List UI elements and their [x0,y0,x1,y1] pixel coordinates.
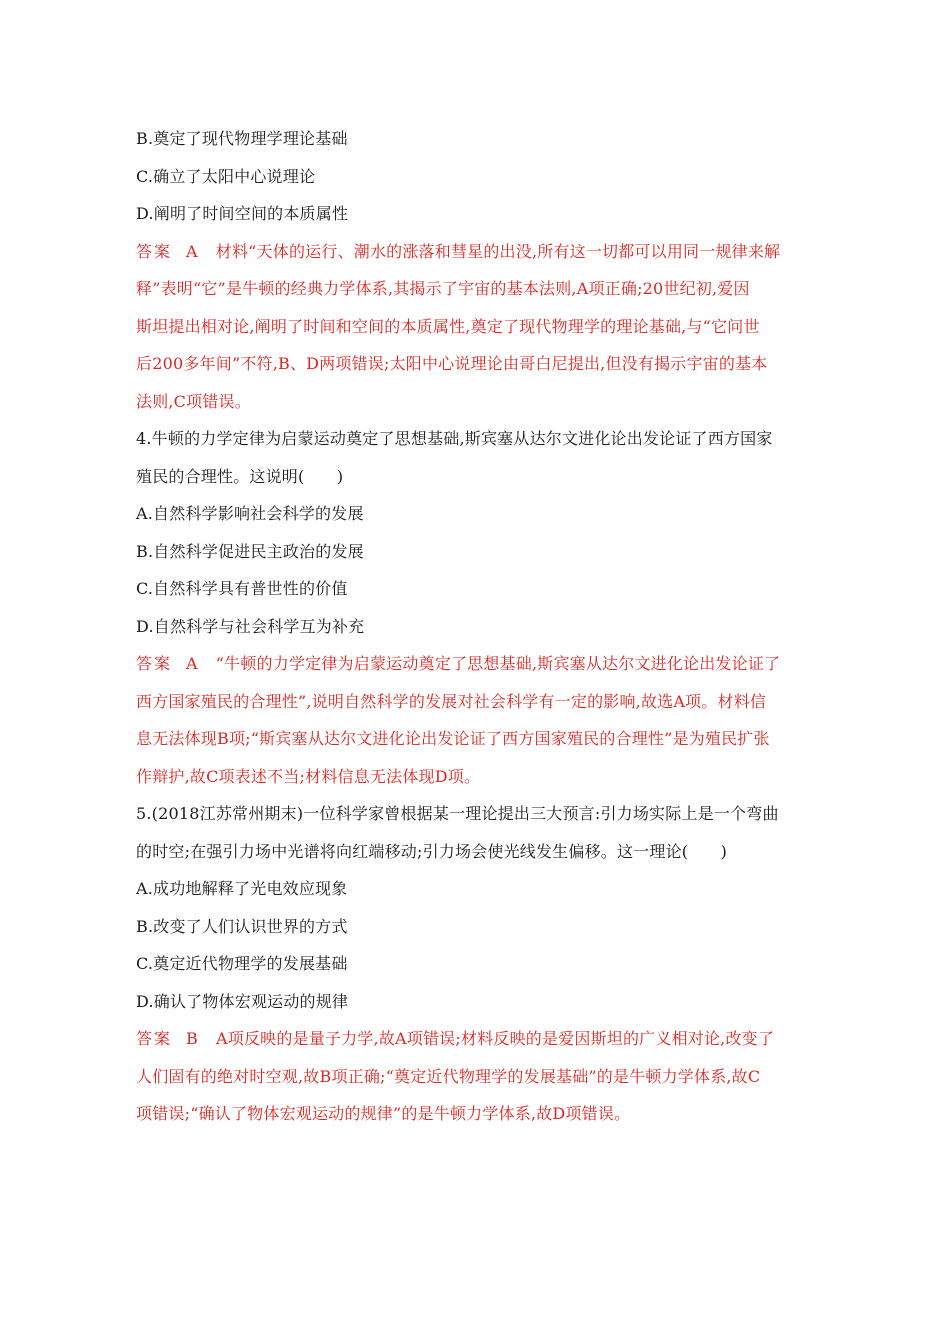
q5-option-b: B.改变了人们认识世界的方式 [136,916,348,936]
q3-answer-label: 答案 [136,241,173,261]
q5-answer-key: B [186,1029,198,1048]
q4-stem-line-1: 4.牛顿的力学定律为启蒙运动奠定了思想基础,斯宾塞从达尔文进化论出发论证了西方国家 [136,429,773,448]
q4-option-b: B.自然科学促进民主政治的发展 [136,541,364,561]
q5-option-a: A.成功地解释了光电效应现象 [136,879,348,898]
q4-stem-line-2: 殖民的合理性。这说明( ) [136,466,344,486]
q5-option-d: D.确认了物体宏观运动的规律 [136,991,349,1011]
q5-option-c: C.奠定近代物理学的发展基础 [136,954,348,973]
q4-option-a: A.自然科学影响社会科学的发展 [136,504,364,523]
q3-option-b: B.奠定了现代物理学理论基础 [136,129,348,148]
q5-answer-line-1 [136,1020,816,1058]
q4-option-d: D.自然科学与社会科学互为补充 [136,616,365,636]
q4-option-c: C.自然科学具有普世性的价值 [136,579,348,598]
q3-answer-line-3: 斯坦提出相对论,阐明了时间和空间的本质属性,奠定了现代物理学的理论基础,与“它问世 [136,316,760,336]
q3-answer-line-4: 后200多年间”不符,B、D两项错误;太阳中心说理论由哥白尼提出,但没有揭示宇宙的基本 [136,354,768,373]
q3-answer-line-5: 法则,C项错误。 [136,391,251,411]
q5-answer-label: 答案 [136,1029,173,1048]
q3-answer-line-2: 释”表明“它”是牛顿的经典力学体系,其揭示了宇宙的基本法则,A项正确;20世纪初,爱因 [136,279,750,298]
q4-answer-line-4: 作辩护,故C项表述不当;材料信息无法体现D项。 [136,766,481,786]
q4-answer-line-1 [136,645,816,683]
q3-option-c: C.确立了太阳中心说理论 [136,166,316,186]
q5-stem-line-2: 的时空;在强引力场中光谱将向红端移动;引力场会使光线发生偏移。这一理论( ) [136,841,728,861]
q5-stem-line-1: 5.(2018江苏常州期末)一位科学家曾根据某一理论提出三大预言:引力场实际上是一个弯曲 [136,804,779,823]
q3-options [136,120,816,233]
document-page [136,120,816,1133]
q3-answer-text-1: 材料“天体的运行、潮水的涨落和彗星的出没,所有这一切都可以用同一规律来解 [215,241,781,261]
q4-answer [136,645,816,795]
q4-answer-text-1: “牛顿的力学定律为启蒙运动奠定了思想基础,斯宾塞从达尔文进化论出发论证了 [215,654,781,673]
q3-answer [136,233,816,421]
q3-option-d: D.阐明了时间空间的本质属性 [136,204,349,223]
q4-answer-label: 答案 [136,654,173,673]
q3-answer-line-1 [136,233,816,271]
q5-answer-line-2: 人们固有的绝对时空观,故B项正确;“奠定近代物理学的发展基础”的是牛顿力学体系,故C [136,1066,761,1086]
q4-answer-key: A [186,654,198,673]
q5 [136,795,816,1020]
q4-answer-line-3: 息无法体现B项;“斯宾塞从达尔文进化论出发论证了西方国家殖民的合理性”是为殖民扩张 [136,729,770,748]
q5-answer-line-3: 项错误;“确认了物体宏观运动的规律”的是牛顿力学体系,故D项错误。 [136,1104,631,1123]
q5-answer [136,1020,816,1133]
q4 [136,420,816,645]
q5-answer-text-1: A项反映的是量子力学,故A项错误;材料反映的是爱因斯坦的广义相对论,改变了 [215,1029,775,1048]
q4-answer-line-2: 西方国家殖民的合理性”,说明自然科学的发展对社会科学有一定的影响,故选A项。材料信 [136,691,767,711]
q3-answer-key: A [186,241,198,261]
